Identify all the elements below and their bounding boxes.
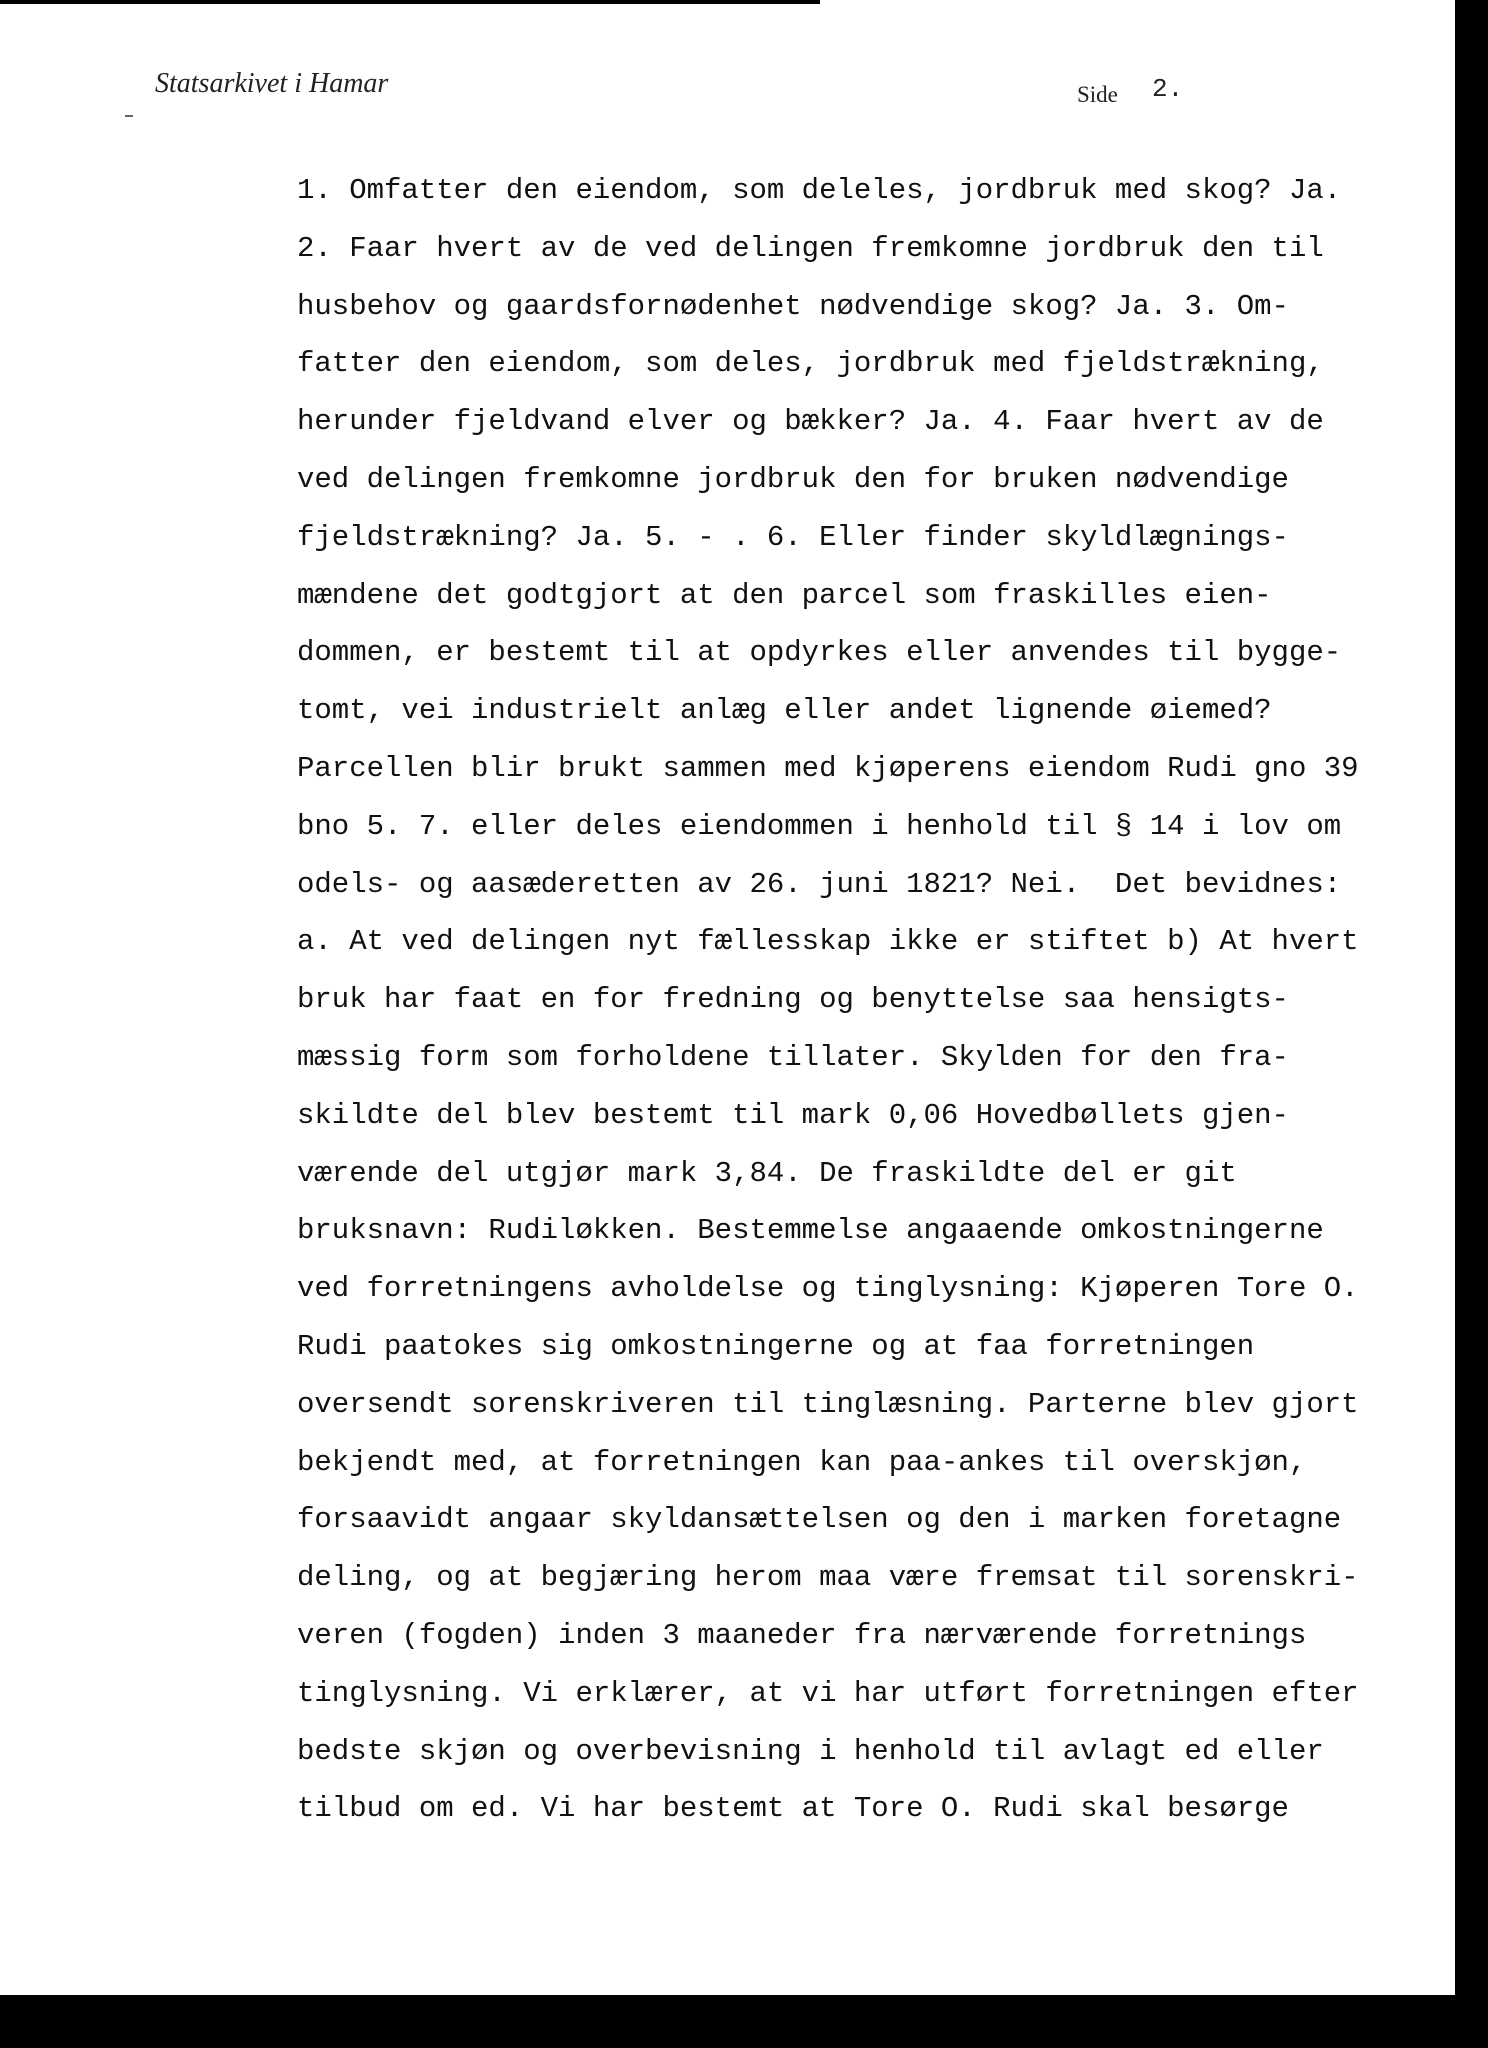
text-line: bno 5. 7. eller deles eiendommen i henhold til § 14 i lov om (297, 809, 1342, 843)
page-number: 2. (1152, 74, 1184, 104)
text-line: veren (fogden) inden 3 maaneder fra nærværende forretnings (297, 1618, 1307, 1652)
text-line: fatter den eiendom, som deles, jordbruk med fjeldstrækning, (297, 347, 1324, 381)
text-line: tinglysning. Vi erklærer, at vi har utført forretningen efter (297, 1676, 1359, 1710)
text-line: ved delingen fremkomne jordbruk den for bruken nødvendige (297, 462, 1289, 496)
text-line: mændene det godtgjort at den parcel som fraskilles eien- (297, 578, 1272, 612)
text-line: bruksnavn: Rudiløkken. Bestemmelse angaaende omkostningerne (297, 1214, 1324, 1248)
text-line: odels- og aasæderetten av 26. juni 1821? Nei. Det bevidnes: (297, 867, 1342, 901)
text-line: oversendt sorenskriveren til tinglæsning. Parterne blev gjort (297, 1387, 1359, 1421)
text-line: bekjendt med, at forretningen kan paa-ankes til overskjøn, (297, 1445, 1307, 1479)
text-line: dommen, er bestemt til at opdyrkes eller anvendes til bygge- (297, 636, 1342, 670)
margin-dash (125, 115, 133, 117)
text-line: herunder fjeldvand elver og bækker? Ja. 4. Faar hvert av de (297, 405, 1324, 439)
text-line: tomt, vei industrielt anlæg eller andet lignende øiemed? (297, 694, 1272, 728)
top-border-rule (0, 0, 820, 4)
text-line: værende del utgjør mark 3,84. De fraskildte del er git (297, 1156, 1237, 1190)
text-line: ved forretningens avholdelse og tinglysning: Kjøperen Tore O. (297, 1272, 1359, 1306)
text-line: fjeldstrækning? Ja. 5. - . 6. Eller finder skyldlægnings- (297, 520, 1289, 554)
text-line: mæssig form som forholdene tillater. Skylden for den fra- (297, 1040, 1289, 1074)
text-line: skildte del blev bestemt til mark 0,06 Hovedbøllets gjen- (297, 1098, 1289, 1132)
text-line: husbehov og gaardsfornødenhet nødvendige skog? Ja. 3. Om- (297, 289, 1289, 323)
text-line: bedste skjøn og overbevisning i henhold til avlagt ed eller (297, 1734, 1324, 1768)
text-line: deling, og at begjæring herom maa være fremsat til sorenskri- (297, 1561, 1359, 1595)
typed-body-text (297, 162, 1407, 1838)
text-line: bruk har faat en for fredning og benyttelse saa hensigts- (297, 983, 1289, 1017)
archive-name: Statsarkivet i Hamar (155, 68, 389, 99)
page-label: Side (1077, 82, 1118, 107)
text-line: 1. Omfatter den eiendom, som deleles, jordbruk med skog? Ja. (297, 174, 1342, 207)
text-line: tilbud om ed. Vi har bestemt at Tore O. Rudi skal besørge (297, 1792, 1289, 1826)
text-line: Parcellen blir brukt sammen med kjøperens eiendom Rudi gno 39 (297, 751, 1359, 785)
text-line: a. At ved delingen nyt fællesskap ikke er stiftet b) At hvert (297, 925, 1359, 959)
text-line: Rudi paatokes sig omkostningerne og at faa forretningen (297, 1329, 1255, 1363)
text-line: forsaavidt angaar skyldansættelsen og den i marken foretagne (297, 1503, 1342, 1537)
text-line: 2. Faar hvert av de ved delingen fremkomne jordbruk den til (297, 231, 1324, 265)
